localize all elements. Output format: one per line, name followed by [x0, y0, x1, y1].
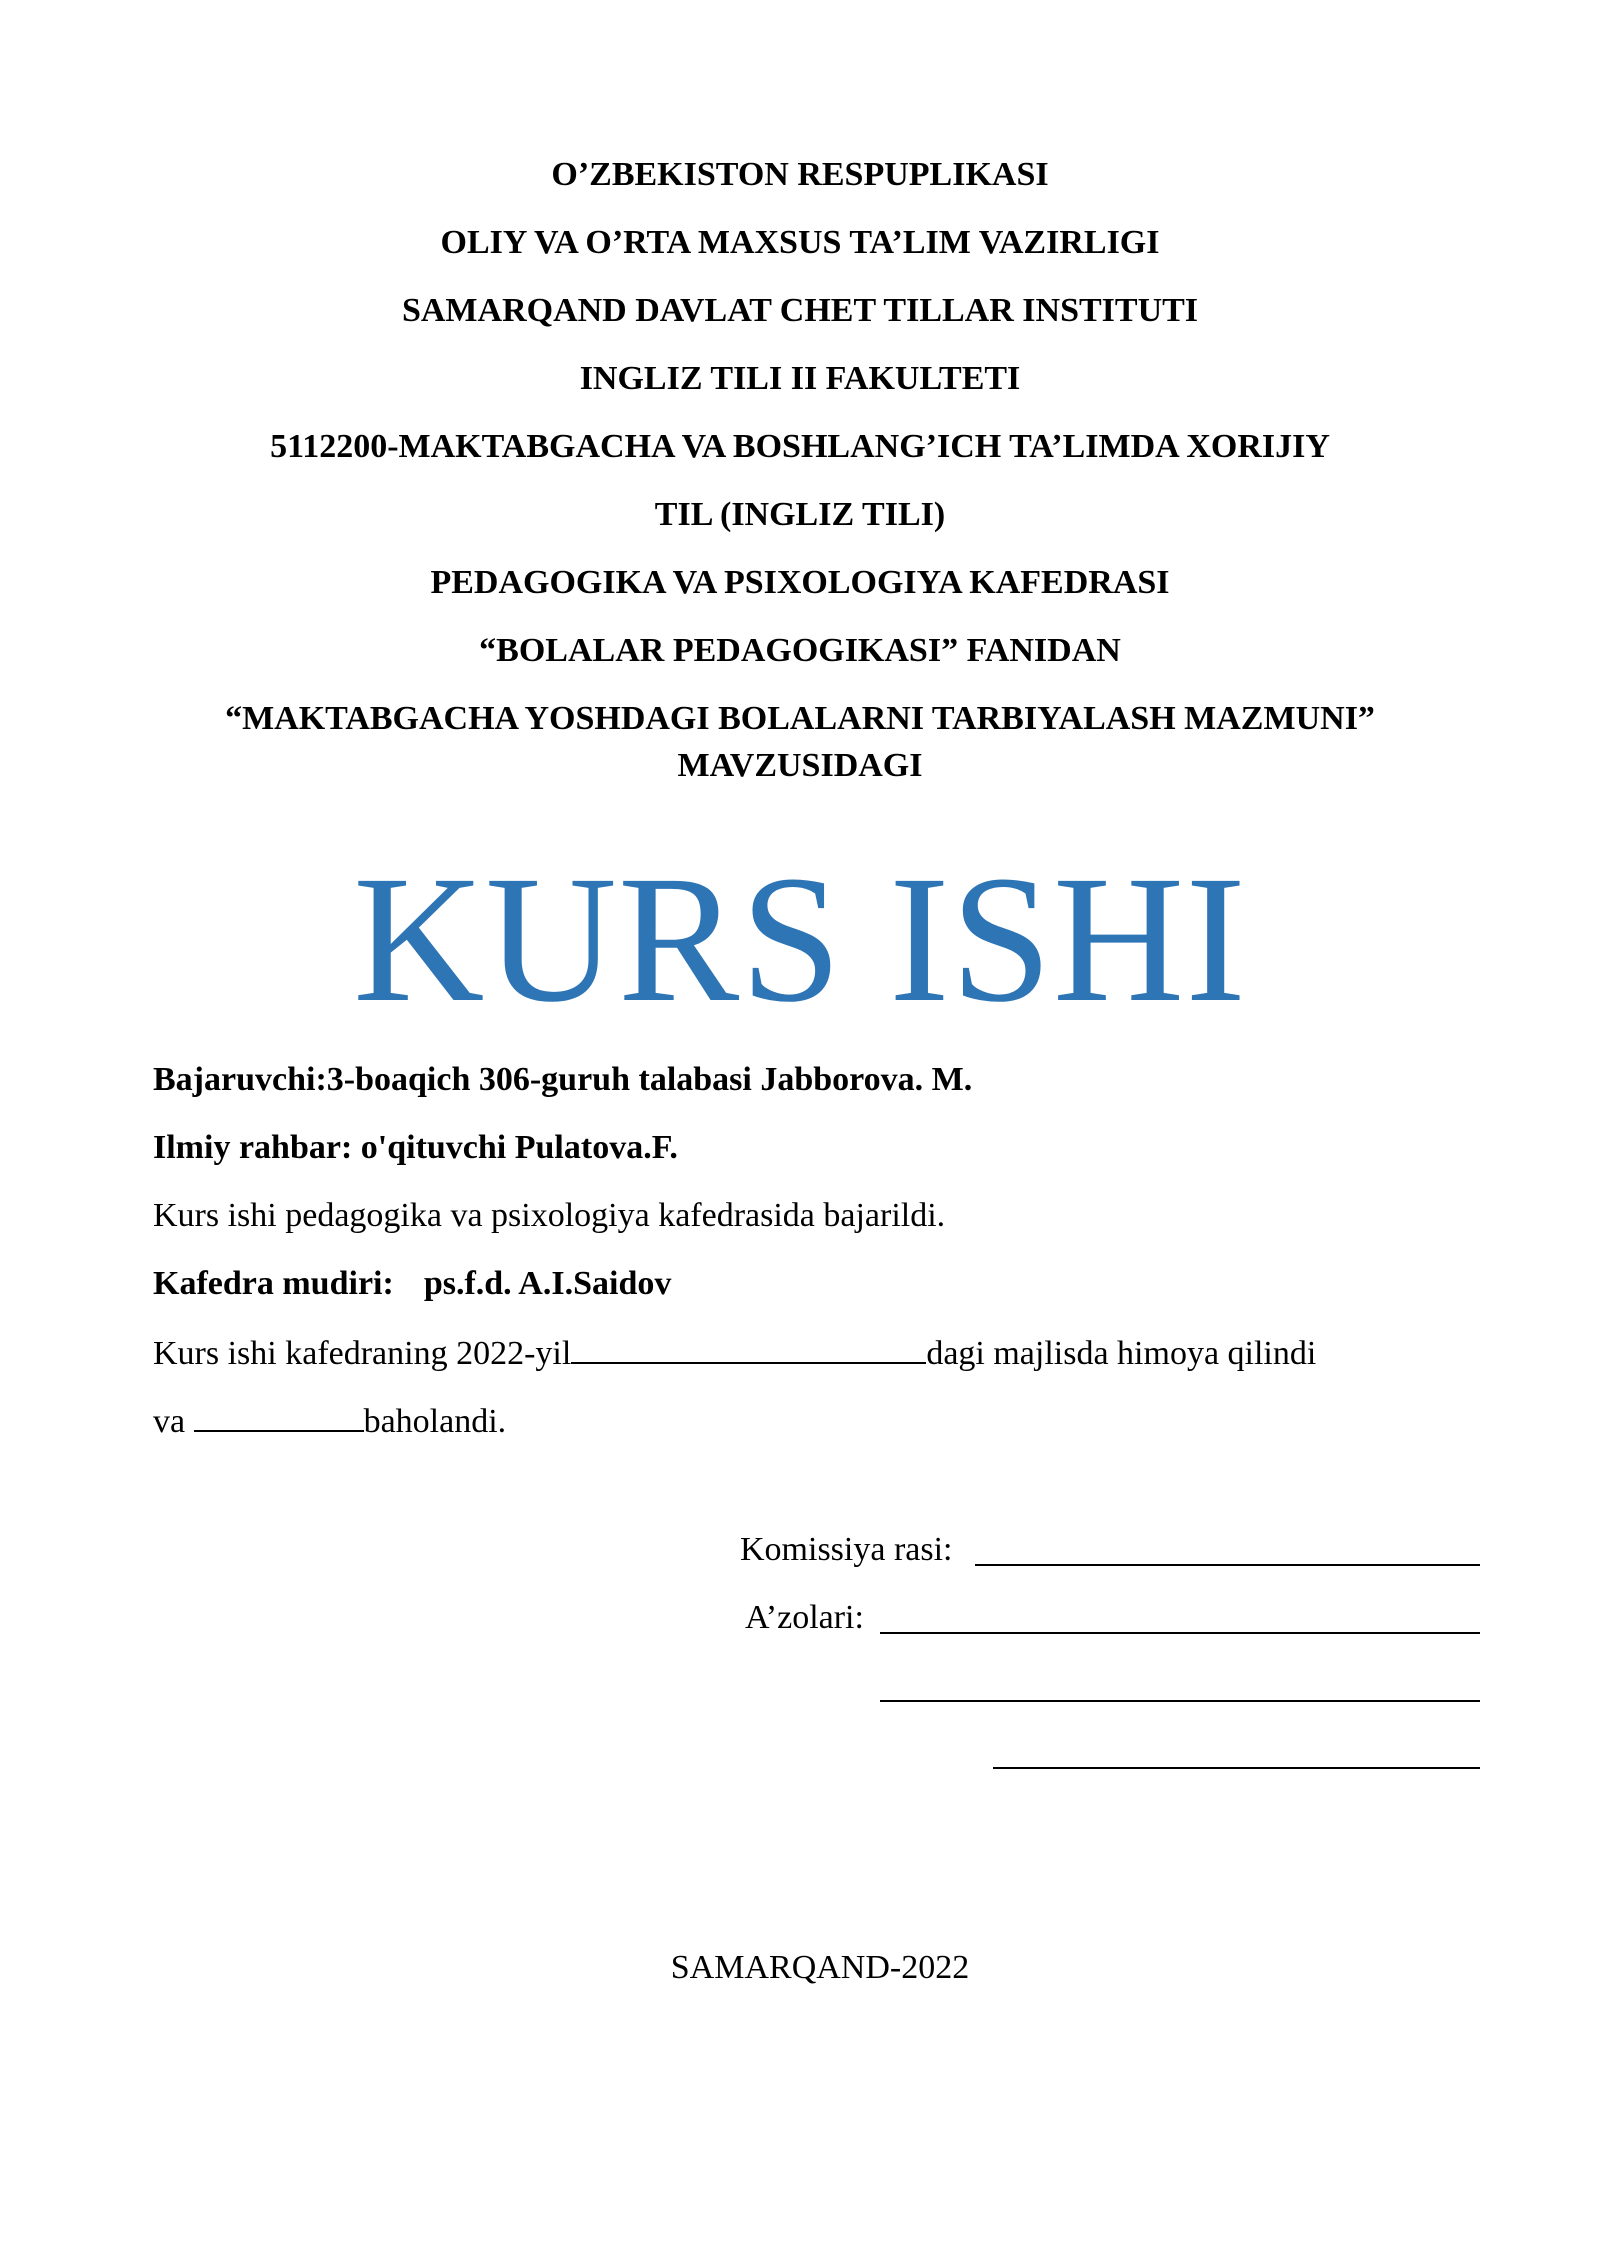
executor-line: Bajaruvchi:3-boaqich 306-guruh talabasi Jabborova. M.	[153, 1061, 973, 1098]
supervisor-line: Ilmiy rahbar: o'qituvchi Pulatova.F.	[153, 1129, 678, 1166]
document-title: KURS ISHI	[353, 839, 1247, 1040]
header-line-6: TIL (INGLIZ TILI)	[654, 496, 946, 533]
grade-prefix: va	[153, 1403, 194, 1440]
commission-chair-blank	[975, 1564, 1480, 1566]
header-line-2: OLIY VA O’RTA MAXSUS TA’LIM VAZIRLIGI	[440, 224, 1160, 261]
commission-members-label: A’zolari:	[745, 1599, 864, 1636]
commission-member-blank-1	[880, 1632, 1480, 1634]
department-head-label: Kafedra mudiri:	[153, 1265, 394, 1302]
header-line-1: O’ZBEKISTON RESPUPLIKASI	[551, 156, 1049, 193]
grade-blank	[194, 1400, 364, 1432]
department-head-name: ps.f.d. A.I.Saidov	[423, 1265, 672, 1302]
header-line-8: “BOLALAR PEDAGOGIKASI” FANIDAN	[479, 632, 1121, 669]
header-line-9: “MAKTABGACHA YOSHDAGI BOLALARNI TARBIYALASH MAZMUNI”	[225, 700, 1375, 737]
header-line-5: 5112200-MAKTABGACHA VA BOSHLANG’ICH TA’LIMDA XORIJIY	[270, 428, 1330, 465]
defense-suffix: dagi majlisda himoya qilindi	[926, 1335, 1317, 1372]
grade-line	[153, 1400, 506, 1442]
defense-date-blank	[571, 1332, 926, 1364]
defense-line	[153, 1332, 1316, 1374]
commission-member-blank-3	[993, 1767, 1480, 1769]
header-line-7: PEDAGOGIKA VA PSIXOLOGIYA KAFEDRASI	[430, 564, 1170, 601]
completed-at-line: Kurs ishi pedagogika va psixologiya kafedrasida bajarildi.	[153, 1197, 946, 1234]
header-line-4: INGLIZ TILI II FAKULTETI	[579, 360, 1021, 397]
grade-suffix: baholandi.	[363, 1403, 507, 1440]
defense-prefix: Kurs ishi kafedraning 2022-yil	[153, 1335, 572, 1372]
place-year: SAMARQAND-2022	[670, 1949, 970, 1986]
commission-member-blank-2	[880, 1700, 1480, 1702]
department-head-line	[153, 1264, 671, 1304]
header-line-3: SAMARQAND DAVLAT CHET TILLAR INSTITUTI	[401, 292, 1199, 329]
commission-chair-label: Komissiya rasi:	[740, 1531, 953, 1568]
header-line-10: MAVZUSIDAGI	[677, 747, 923, 784]
